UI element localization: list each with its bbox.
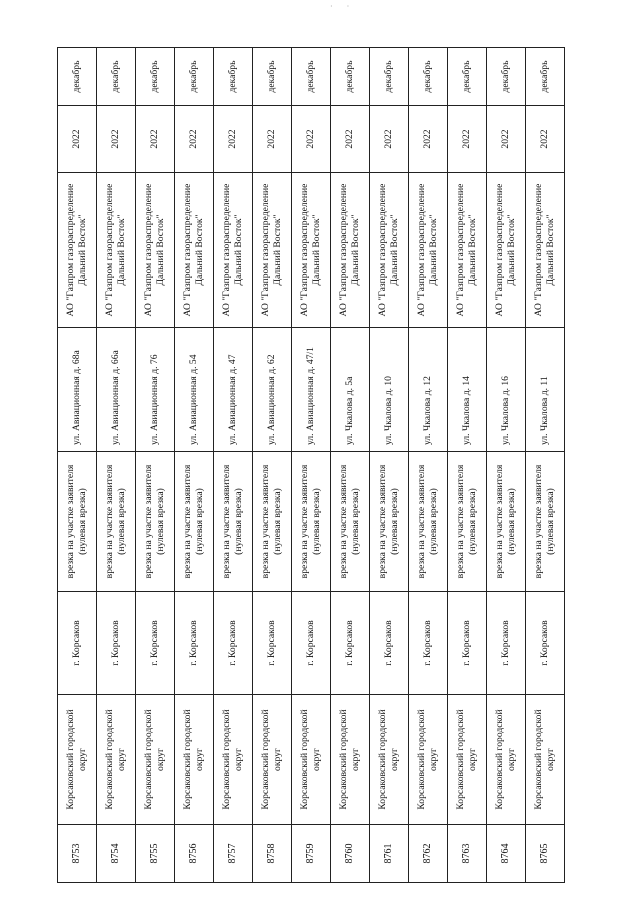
year-cell: 2022 <box>292 106 331 173</box>
address-cell: ул. Авиационная д. 47/1 <box>292 328 331 452</box>
row-number-cell: 8756 <box>175 825 214 883</box>
connection-type-cell: врезка на участке заявителя (нулевая врезка) <box>136 452 175 592</box>
district-cell: Корсаковский городской округ <box>253 695 292 825</box>
district-cell: Корсаковский городской округ <box>331 695 370 825</box>
table-body <box>58 48 565 883</box>
address-cell: ул. Чкалова д. 16 <box>487 328 526 452</box>
connection-type-cell: врезка на участке заявителя (нулевая врезка) <box>253 452 292 592</box>
row-number-cell: 8762 <box>409 825 448 883</box>
connection-type-cell: врезка на участке заявителя (нулевая врезка) <box>331 452 370 592</box>
organization-cell: АО "Газпром газораспределение Дальний Восток" <box>526 173 565 328</box>
year-cell: 2022 <box>214 106 253 173</box>
connection-type-cell: врезка на участке заявителя (нулевая врезка) <box>175 452 214 592</box>
table-row <box>526 48 565 883</box>
city-cell: г. Корсаков <box>526 592 565 695</box>
scan-specks: · · <box>330 2 356 11</box>
year-cell: 2022 <box>526 106 565 173</box>
row-number-cell: 8759 <box>292 825 331 883</box>
district-cell: Корсаковский городской округ <box>409 695 448 825</box>
table-row <box>409 48 448 883</box>
row-number-cell: 8755 <box>136 825 175 883</box>
year-cell: 2022 <box>409 106 448 173</box>
city-cell: г. Корсаков <box>253 592 292 695</box>
table-row <box>175 48 214 883</box>
city-cell: г. Корсаков <box>331 592 370 695</box>
city-cell: г. Корсаков <box>292 592 331 695</box>
connection-type-cell: врезка на участке заявителя (нулевая врезка) <box>526 452 565 592</box>
rotated-table-wrapper <box>57 48 565 883</box>
month-cell: декабрь <box>370 48 409 106</box>
year-cell: 2022 <box>175 106 214 173</box>
address-cell: ул. Авиационная д. 66а <box>97 328 136 452</box>
month-cell: декабрь <box>97 48 136 106</box>
connection-type-cell: врезка на участке заявителя (нулевая врезка) <box>370 452 409 592</box>
district-cell: Корсаковский городской округ <box>487 695 526 825</box>
month-cell: декабрь <box>58 48 97 106</box>
city-cell: г. Корсаков <box>58 592 97 695</box>
month-cell: декабрь <box>448 48 487 106</box>
row-number-cell: 8754 <box>97 825 136 883</box>
table-row <box>253 48 292 883</box>
district-cell: Корсаковский городской округ <box>448 695 487 825</box>
address-cell: ул. Чкалова д. 11 <box>526 328 565 452</box>
month-cell: декабрь <box>487 48 526 106</box>
connection-type-cell: врезка на участке заявителя (нулевая врезка) <box>214 452 253 592</box>
month-cell: декабрь <box>253 48 292 106</box>
connection-type-cell: врезка на участке заявителя (нулевая врезка) <box>487 452 526 592</box>
organization-cell: АО "Газпром газораспределение Дальний Восток" <box>214 173 253 328</box>
address-cell: ул. Авиационная д. 54 <box>175 328 214 452</box>
address-cell: ул. Чкалова д. 12 <box>409 328 448 452</box>
year-cell: 2022 <box>253 106 292 173</box>
district-cell: Корсаковский городской округ <box>370 695 409 825</box>
organization-cell: АО "Газпром газораспределение Дальний Восток" <box>97 173 136 328</box>
table-row <box>370 48 409 883</box>
address-cell: ул. Авиационная д. 68а <box>58 328 97 452</box>
district-cell: Корсаковский городской округ <box>526 695 565 825</box>
organization-cell: АО "Газпром газораспределение Дальний Восток" <box>253 173 292 328</box>
table-row <box>448 48 487 883</box>
address-cell: ул. Авиационная д. 76 <box>136 328 175 452</box>
table-row <box>292 48 331 883</box>
connection-type-cell: врезка на участке заявителя (нулевая врезка) <box>58 452 97 592</box>
city-cell: г. Корсаков <box>448 592 487 695</box>
city-cell: г. Корсаков <box>175 592 214 695</box>
address-cell: ул. Авиационная д. 62 <box>253 328 292 452</box>
table-row <box>331 48 370 883</box>
gasification-table <box>57 47 565 883</box>
connection-type-cell: врезка на участке заявителя (нулевая врезка) <box>448 452 487 592</box>
district-cell: Корсаковский городской округ <box>292 695 331 825</box>
month-cell: декабрь <box>136 48 175 106</box>
table-row <box>487 48 526 883</box>
connection-type-cell: врезка на участке заявителя (нулевая врезка) <box>292 452 331 592</box>
year-cell: 2022 <box>370 106 409 173</box>
table-row <box>136 48 175 883</box>
table-row <box>214 48 253 883</box>
district-cell: Корсаковский городской округ <box>214 695 253 825</box>
year-cell: 2022 <box>97 106 136 173</box>
address-cell: ул. Авиационная д. 47 <box>214 328 253 452</box>
year-cell: 2022 <box>136 106 175 173</box>
row-number-cell: 8761 <box>370 825 409 883</box>
district-cell: Корсаковский городской округ <box>175 695 214 825</box>
address-cell: ул. Чкалова д. 5а <box>331 328 370 452</box>
organization-cell: АО "Газпром газораспределение Дальний Восток" <box>136 173 175 328</box>
year-cell: 2022 <box>58 106 97 173</box>
year-cell: 2022 <box>448 106 487 173</box>
row-number-cell: 8763 <box>448 825 487 883</box>
month-cell: декабрь <box>175 48 214 106</box>
table-row <box>97 48 136 883</box>
city-cell: г. Корсаков <box>136 592 175 695</box>
organization-cell: АО "Газпром газораспределение Дальний Восток" <box>487 173 526 328</box>
organization-cell: АО "Газпром газораспределение Дальний Восток" <box>409 173 448 328</box>
address-cell: ул. Чкалова д. 14 <box>448 328 487 452</box>
row-number-cell: 8758 <box>253 825 292 883</box>
city-cell: г. Корсаков <box>409 592 448 695</box>
year-cell: 2022 <box>331 106 370 173</box>
row-number-cell: 8764 <box>487 825 526 883</box>
month-cell: декабрь <box>526 48 565 106</box>
city-cell: г. Корсаков <box>214 592 253 695</box>
connection-type-cell: врезка на участке заявителя (нулевая врезка) <box>409 452 448 592</box>
row-number-cell: 8753 <box>58 825 97 883</box>
organization-cell: АО "Газпром газораспределение Дальний Восток" <box>331 173 370 328</box>
city-cell: г. Корсаков <box>487 592 526 695</box>
organization-cell: АО "Газпром газораспределение Дальний Восток" <box>292 173 331 328</box>
organization-cell: АО "Газпром газораспределение Дальний Восток" <box>370 173 409 328</box>
connection-type-cell: врезка на участке заявителя (нулевая врезка) <box>97 452 136 592</box>
year-cell: 2022 <box>487 106 526 173</box>
table-row <box>58 48 97 883</box>
district-cell: Корсаковский городской округ <box>97 695 136 825</box>
district-cell: Корсаковский городской округ <box>58 695 97 825</box>
row-number-cell: 8757 <box>214 825 253 883</box>
month-cell: декабрь <box>292 48 331 106</box>
organization-cell: АО "Газпром газораспределение Дальний Восток" <box>58 173 97 328</box>
month-cell: декабрь <box>409 48 448 106</box>
row-number-cell: 8765 <box>526 825 565 883</box>
city-cell: г. Корсаков <box>97 592 136 695</box>
organization-cell: АО "Газпром газораспределение Дальний Восток" <box>175 173 214 328</box>
address-cell: ул. Чкалова д. 10 <box>370 328 409 452</box>
organization-cell: АО "Газпром газораспределение Дальний Восток" <box>448 173 487 328</box>
month-cell: декабрь <box>331 48 370 106</box>
month-cell: декабрь <box>214 48 253 106</box>
city-cell: г. Корсаков <box>370 592 409 695</box>
district-cell: Корсаковский городской округ <box>136 695 175 825</box>
row-number-cell: 8760 <box>331 825 370 883</box>
